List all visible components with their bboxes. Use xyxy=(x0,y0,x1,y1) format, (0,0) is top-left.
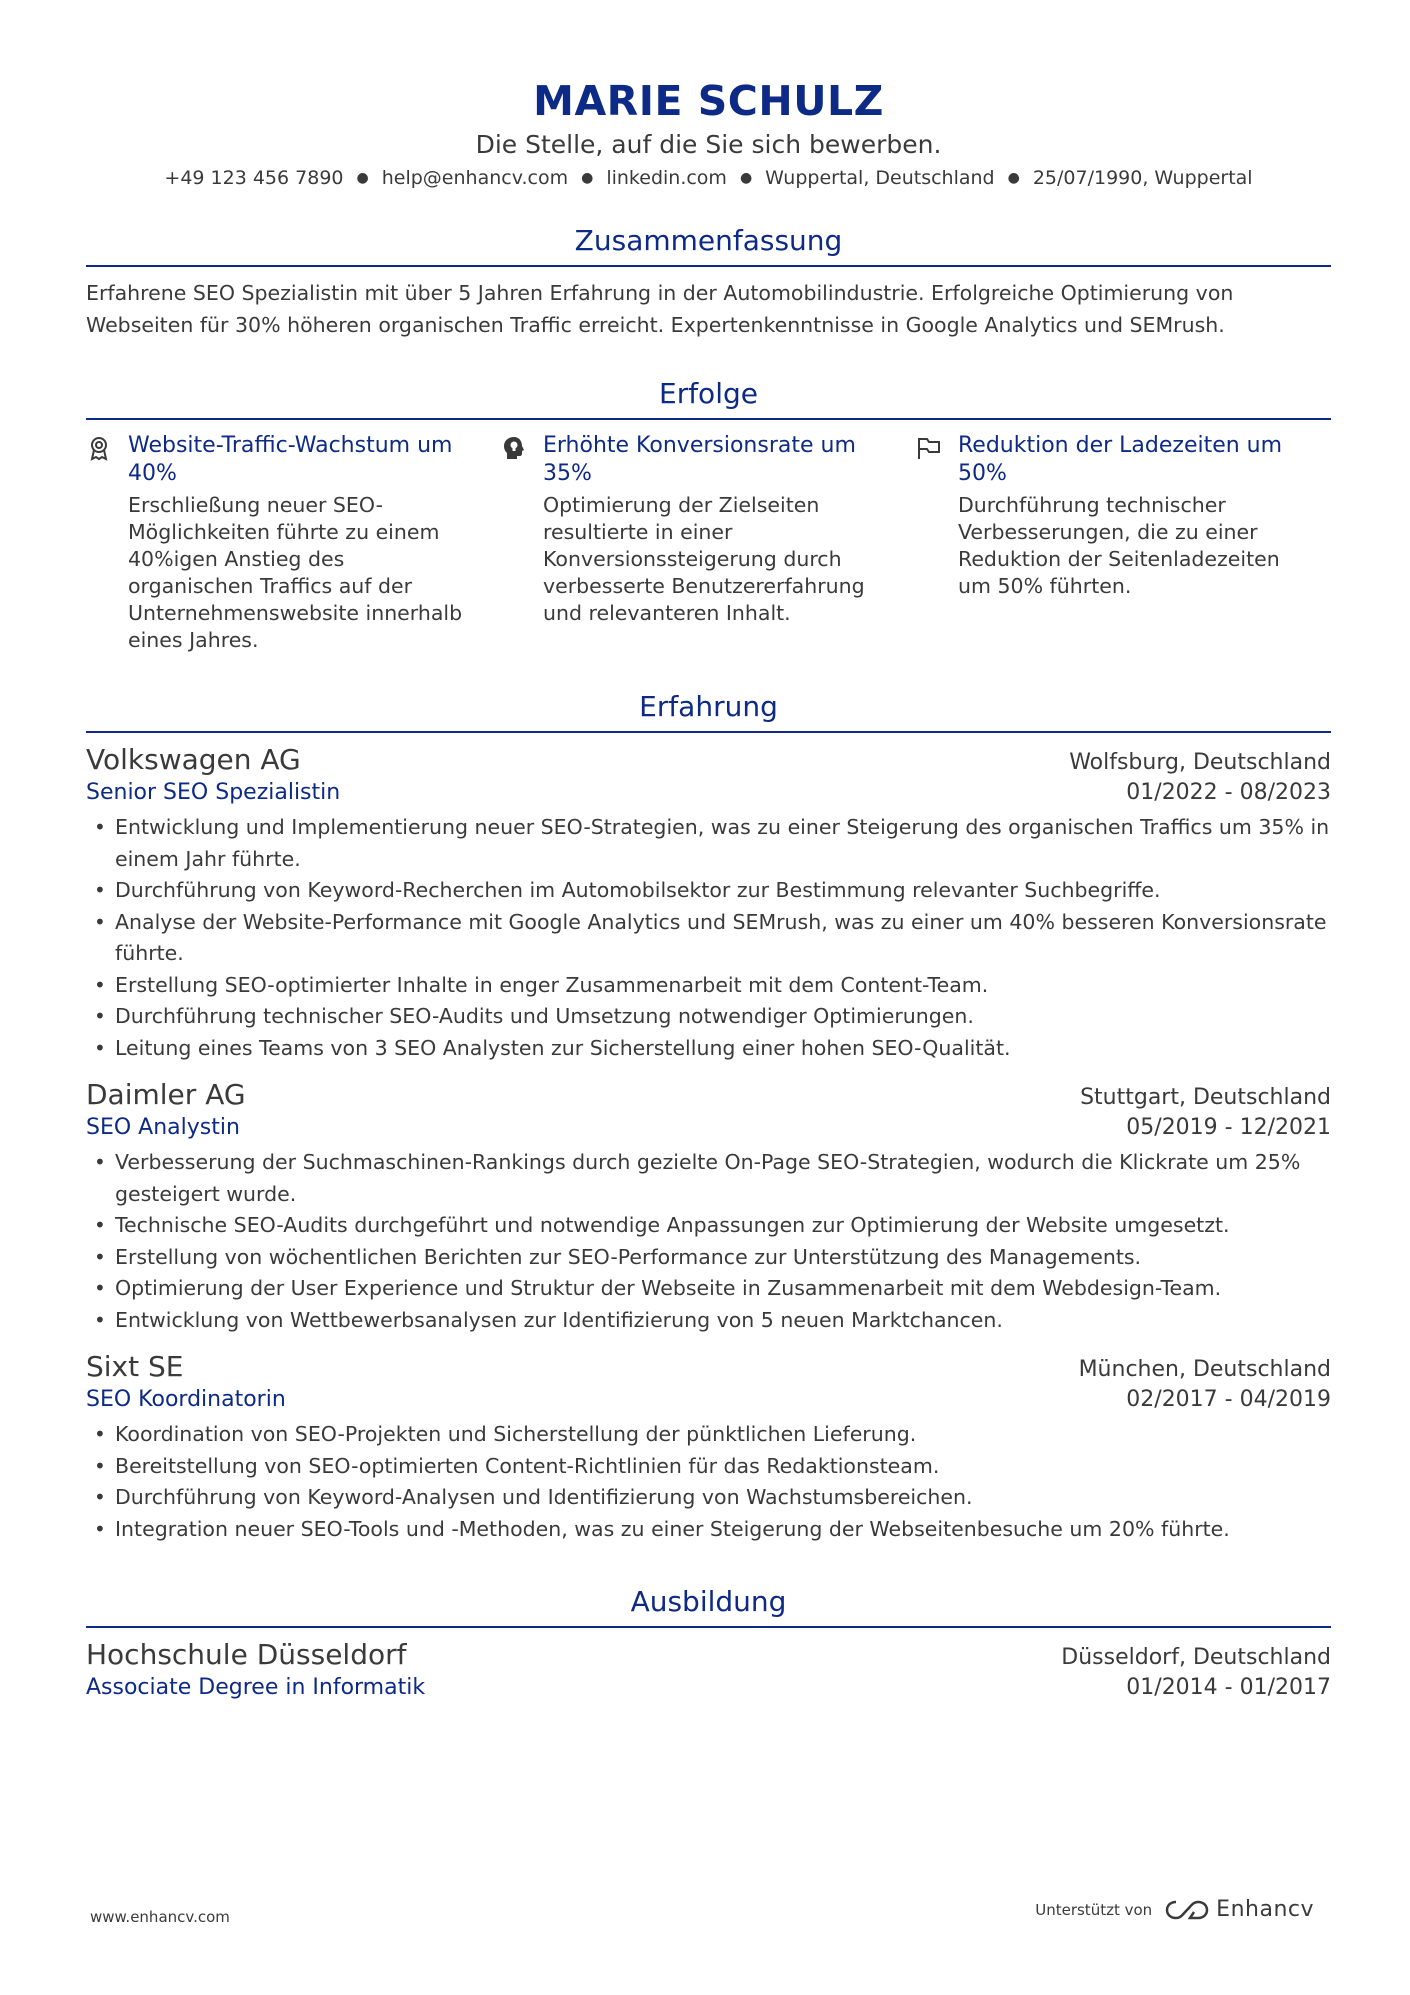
bullet-item: • Durchführung von Keyword-Recherchen im Automobilsektor zur Bestimmung relevanter Suchbegriffe. xyxy=(86,875,1331,907)
bullet-item: • Durchführung von Keyword-Analysen und Identifizierung von Wachstumsbereichen. xyxy=(86,1482,1331,1514)
bullet-item: • Leitung eines Teams von 3 SEO Analysten zur Sicherstellung einer hohen SEO-Qualität. xyxy=(86,1033,1331,1065)
separator-dot: ● xyxy=(1007,170,1020,186)
achievement-title: Reduktion der Ladezeiten um 50% xyxy=(958,433,1283,486)
bullet-item: • Koordination von SEO-Projekten und Sicherstellung der pünktlichen Lieferung. xyxy=(86,1419,1331,1451)
summary-text: Erfahrene SEO Spezialistin mit über 5 Jahren Erfahrung in der Automobilindustrie. Erfolgreiche Optimierung von Webseiten für 30% höheren organischen Traffic erreicht. Expertenkenntnisse in Google Analytics und SEMrush. xyxy=(86,281,1234,337)
experience-section xyxy=(86,690,1331,1545)
location: Wuppertal, Deutschland xyxy=(765,167,995,189)
job-entry xyxy=(86,743,1331,1064)
company-name: Volkswagen AG xyxy=(86,743,301,776)
section-divider xyxy=(86,1626,1331,1628)
bullet-item: • Erstellung SEO-optimierter Inhalte in enger Zusammenarbeit mit dem Content-Team. xyxy=(86,970,1331,1002)
flag-icon xyxy=(916,432,958,654)
job-dates: 02/2017 - 04/2019 xyxy=(1126,1387,1331,1412)
section-divider xyxy=(86,265,1331,267)
email[interactable]: help@enhancv.com xyxy=(381,167,569,189)
powered-by-label: Unterstützt von xyxy=(1035,1900,1153,1919)
resume-page xyxy=(86,0,1331,1703)
section-divider xyxy=(86,418,1331,420)
company-name: Sixt SE xyxy=(86,1350,184,1383)
section-title-achievements: Erfolge xyxy=(659,377,758,410)
section-title-experience: Erfahrung xyxy=(639,690,778,723)
achievements-list xyxy=(86,432,1331,654)
bullet-item: • Entwicklung und Implementierung neuer SEO-Strategien, was zu einer Steigerung des organischen Traffics um 35% in einem Jahr führte. xyxy=(86,812,1331,875)
achievement-item xyxy=(916,432,1331,654)
footer-website[interactable]: www.enhancv.com xyxy=(90,1908,230,1926)
bullet-item: • Bereitstellung von SEO-optimierten Content-Richtlinien für das Redaktionsteam. xyxy=(86,1451,1331,1483)
achievement-item xyxy=(86,432,501,654)
education-dates: 01/2014 - 01/2017 xyxy=(1126,1675,1331,1700)
achievement-description: Optimierung der Zielseiten resultierte in einer Konversionssteigerung durch verbesserte Benutzererfahrung und relevanteren Inhalt. xyxy=(543,493,865,625)
section-title-summary: Zusammenfassung xyxy=(574,224,843,257)
section-title-education: Ausbildung xyxy=(630,1585,787,1618)
school-name: Hochschule Düsseldorf xyxy=(86,1638,407,1671)
job-dates: 05/2019 - 12/2021 xyxy=(1126,1115,1331,1140)
achievement-item xyxy=(501,432,916,654)
education-section xyxy=(86,1585,1331,1703)
brand-name[interactable]: Enhancv xyxy=(1216,1897,1314,1922)
separator-dot: ● xyxy=(581,170,594,186)
award-icon xyxy=(86,432,128,654)
degree: Associate Degree in Informatik xyxy=(86,1675,426,1700)
company-name: Daimler AG xyxy=(86,1078,246,1111)
job-entry xyxy=(86,1078,1331,1336)
job-entry xyxy=(86,1350,1331,1545)
separator-dot: ● xyxy=(739,170,753,186)
footer-branding xyxy=(1035,1897,1314,1922)
achievements-section xyxy=(86,377,1331,654)
candidate-subtitle: Die Stelle, auf die Sie sich bewerben. xyxy=(475,130,942,159)
job-bullets xyxy=(86,1147,1331,1336)
job-dates: 01/2022 - 08/2023 xyxy=(1126,780,1331,805)
bullet-item: • Optimierung der User Experience und Struktur der Webseite in Zusammenarbeit mit dem Webdesign-Team. xyxy=(86,1273,1331,1305)
separator-dot: ● xyxy=(356,170,369,186)
education-entry xyxy=(86,1638,1331,1703)
bullet-item: • Durchführung technischer SEO-Audits und Umsetzung notwendiger Optimierungen. xyxy=(86,1001,1331,1033)
job-role: Senior SEO Spezialistin xyxy=(86,780,341,805)
achievement-title: Website-Traffic-Wachstum um 40% xyxy=(128,433,453,486)
job-location: Stuttgart, Deutschland xyxy=(1080,1085,1331,1110)
job-role: SEO Analystin xyxy=(86,1115,240,1140)
bullet-item: • Analyse der Website-Performance mit Google Analytics und SEMrush, was zu einer um 40% besseren Konversionsrate führte. xyxy=(86,907,1331,970)
job-location: München, Deutschland xyxy=(1078,1357,1331,1382)
enhancv-logo-icon xyxy=(1164,1898,1210,1922)
section-divider xyxy=(86,731,1331,733)
summary-section xyxy=(86,224,1331,341)
job-location: Wolfsburg, Deutschland xyxy=(1069,750,1331,775)
head-lightbulb-icon xyxy=(501,432,543,654)
achievement-description: Erschließung neuer SEO-Möglichkeiten führte zu einem 40%igen Anstieg des organischen Traffics auf der Unternehmenswebsite innerhalb eines Jahres. xyxy=(128,493,463,652)
achievement-description: Durchführung technischer Verbesserungen, die zu einer Reduktion der Seitenladezeiten um 50% führten. xyxy=(958,493,1280,598)
job-role: SEO Koordinatorin xyxy=(86,1387,286,1412)
phone: +49 123 456 7890 xyxy=(164,167,344,189)
birthdate: 25/07/1990, Wuppertal xyxy=(1032,167,1253,189)
job-bullets xyxy=(86,812,1331,1064)
achievement-title: Erhöhte Konversionsrate um 35% xyxy=(543,433,856,486)
bullet-item: • Erstellung von wöchentlichen Berichten zur SEO-Performance zur Unterstützung des Managements. xyxy=(86,1242,1331,1274)
bullet-item: • Integration neuer SEO-Tools und -Methoden, was zu einer Steigerung der Webseitenbesuche um 20% führte. xyxy=(86,1514,1331,1546)
candidate-name: MARIE SCHULZ xyxy=(533,77,884,125)
linkedin[interactable]: linkedin.com xyxy=(606,167,727,189)
bullet-item: • Technische SEO-Audits durchgeführt und notwendige Anpassungen zur Optimierung der Website umgesetzt. xyxy=(86,1210,1331,1242)
job-bullets xyxy=(86,1419,1331,1545)
bullet-item: • Verbesserung der Suchmaschinen-Rankings durch gezielte On-Page SEO-Strategien, wodurch die Klickrate um 25% gesteigert wurde. xyxy=(86,1147,1331,1210)
bullet-item: • Entwicklung von Wettbewerbsanalysen zur Identifizierung von 5 neuen Marktchancen. xyxy=(86,1305,1331,1337)
school-location: Düsseldorf, Deutschland xyxy=(1061,1645,1331,1670)
contact-line xyxy=(86,166,1331,190)
